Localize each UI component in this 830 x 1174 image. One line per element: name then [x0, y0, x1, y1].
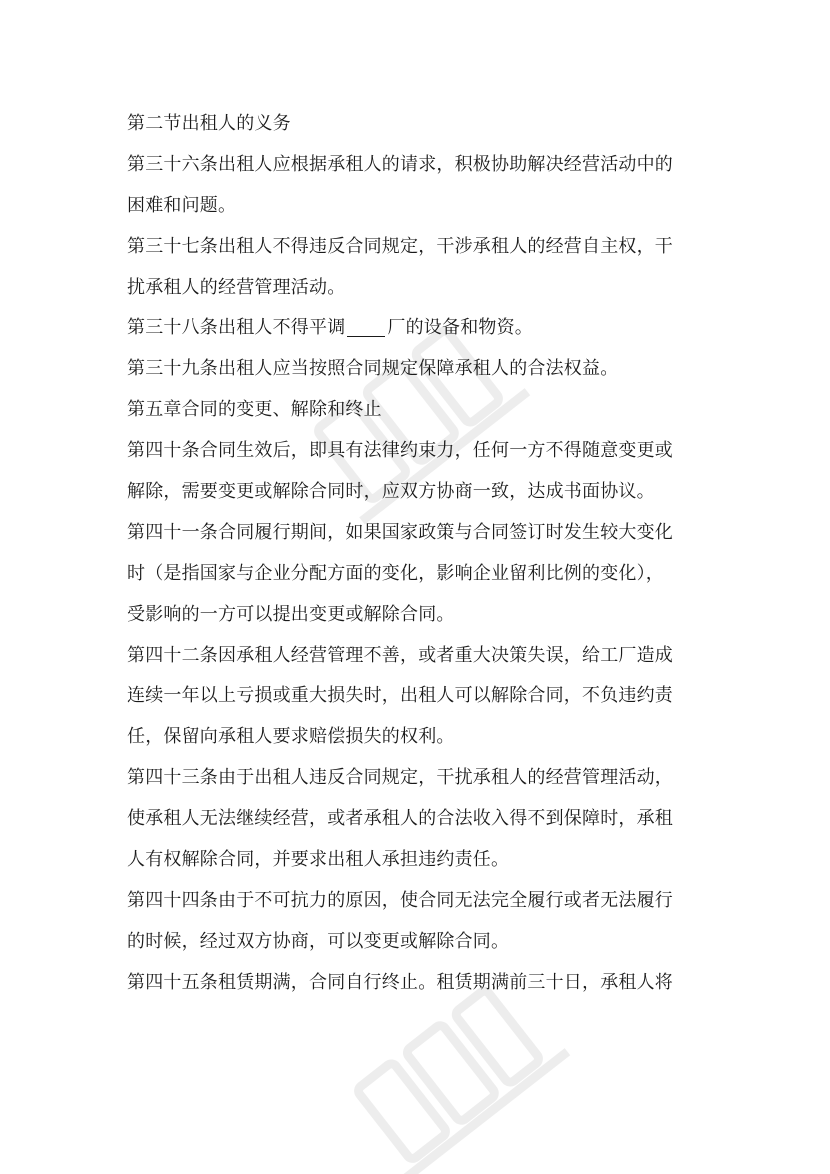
- text-line: 困难和问题。: [127, 194, 237, 216]
- text-fragment: 厂的设备和物资。: [387, 317, 534, 339]
- text-line: 第三十九条出租人应当按照合同规定保障承租人的合法权益。: [127, 358, 619, 380]
- text-line: 扰承租人的经营管理活动。: [127, 276, 346, 298]
- document-body: [127, 104, 717, 1004]
- text-line: 的时候，经过双方协商，可以变更或解除合同。: [127, 930, 510, 952]
- text-line: 第四十条合同生效后，即具有法律约束力，任何一方不得随意变更或: [127, 440, 673, 462]
- text-line-with-blank: [127, 308, 717, 349]
- text-line: 任，保留向承租人要求赔偿损失的权利。: [127, 726, 455, 748]
- text-line: 第四十三条由于出租人违反合同规定，干扰承租人的经营管理活动，: [127, 767, 673, 789]
- text-line: 解除，需要变更或解除合同时，应双方协商一致，达成书面协议。: [127, 481, 655, 503]
- text-line: 使承租人无法继续经营，或者承租人的合法收入得不到保障时，承租: [127, 808, 673, 830]
- text-line: 连续一年以上亏损或重大损失时，出租人可以解除合同，不负违约责: [127, 685, 673, 707]
- text-line: 人有权解除合同，并要求出租人承担违约责任。: [127, 849, 510, 871]
- text-fragment: 第三十八条出租人不得平调: [127, 317, 346, 339]
- text-line: 第四十一条合同履行期间，如果国家政策与合同签订时发生较大变化: [127, 521, 673, 543]
- section-heading: 第二节出租人的义务: [127, 113, 291, 134]
- text-line: 第三十六条出租人应根据承租人的请求，积极协助解决经营活动中的: [127, 153, 673, 175]
- text-line: 第四十五条租赁期满，合同自行终止。租赁期满前三十日，承租人将: [127, 971, 673, 993]
- text-line: 第三十七条出租人不得违反合同规定，干涉承租人的经营自主权，干: [127, 235, 673, 257]
- text-line: 时（是指国家与企业分配方面的变化，影响企业留利比例的变化），: [127, 562, 664, 584]
- text-line: 第四十二条因承租人经营管理不善，或者重大决策失误，给工厂造成: [127, 644, 673, 666]
- text-line: 受影响的一方可以提出变更或解除合同。: [127, 603, 455, 625]
- chapter-heading: 第五章合同的变更、解除和终止: [127, 399, 382, 421]
- fill-in-blank: [347, 316, 385, 337]
- text-line: 第四十四条由于不可抗力的原因，使合同无法完全履行或者无法履行: [127, 889, 673, 911]
